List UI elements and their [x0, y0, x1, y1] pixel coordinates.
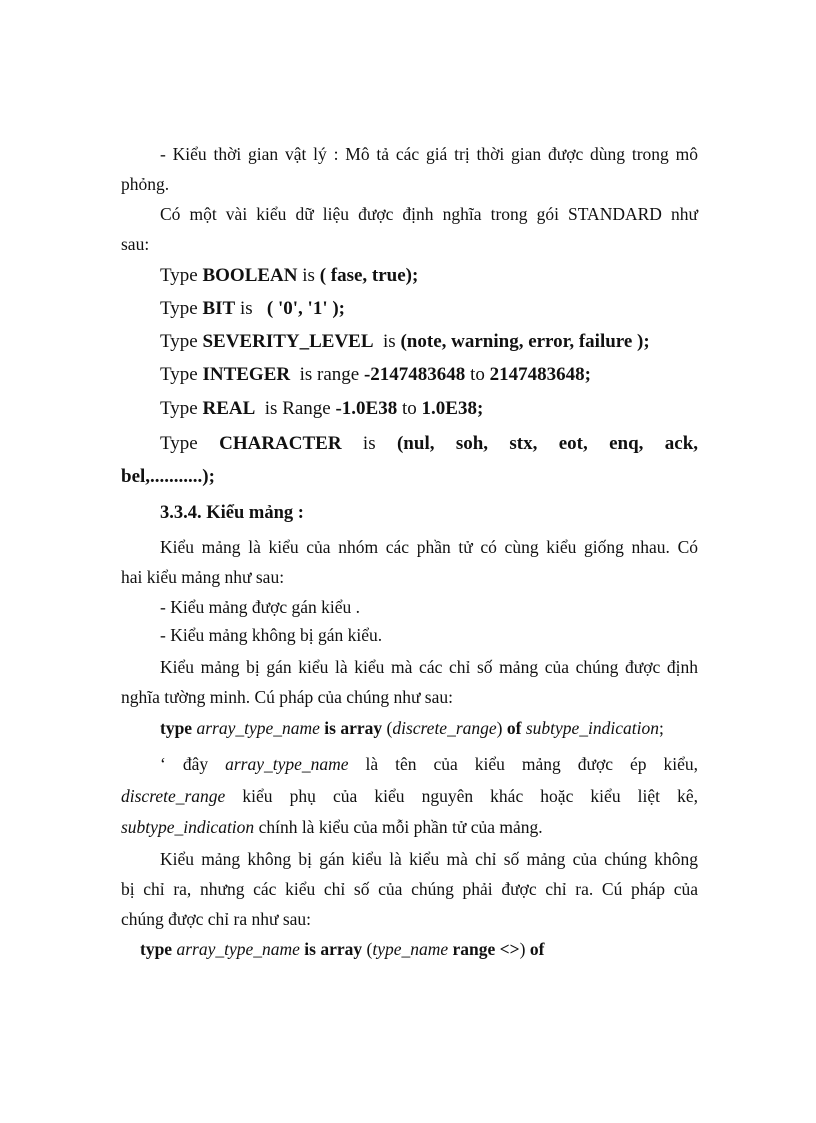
discrete-range: discrete_range: [392, 718, 497, 738]
standard-intro-line-2: sau:: [121, 234, 150, 254]
subtype-indication: subtype_indication: [525, 718, 659, 738]
explain-line-3: [121, 815, 698, 839]
kw-is: is: [362, 433, 376, 454]
array-type-name: array_type_name: [176, 939, 300, 959]
explain-line-2: [121, 784, 698, 808]
kw-of: of: [529, 939, 545, 959]
real-low: -1.0E38: [335, 398, 398, 419]
unconstrained-line-1: Kiểu mảng không bị gán kiểu là kiểu mà chỉ số mảng của chúng không: [160, 849, 698, 869]
severity-type-name: SEVERITY_LEVEL: [202, 331, 374, 352]
constrained-line-2: nghĩa tường minh. Cú pháp của chúng như sau:: [121, 687, 453, 707]
severity-values: (note, warning, error, failure );: [400, 331, 650, 352]
explain-text-1: là tên của kiểu mảng được ép kiểu,: [365, 754, 698, 774]
character-type-decl-line-1: [160, 432, 698, 456]
explain-line-1: [160, 752, 698, 776]
standard-intro-line-1: Có một vài kiểu dữ liệu được định nghĩa trong gói STANDARD như: [160, 204, 698, 224]
discrete-range: discrete_range: [121, 786, 226, 806]
real-type-name: REAL: [202, 398, 256, 419]
explain-text-2: kiểu phụ của kiểu nguyên khác hoặc kiểu liệt kê,: [242, 786, 698, 806]
type-name: type_name: [372, 939, 449, 959]
boolean-type-decl: [160, 264, 698, 288]
kw-is-range: is range: [299, 364, 360, 385]
kw-is: is: [302, 265, 315, 286]
kw-range: range <>: [452, 939, 520, 959]
kw-type: type: [160, 718, 193, 738]
kw-type: Type: [160, 265, 198, 286]
kw-is-array: is array: [304, 939, 363, 959]
subtype-indication: subtype_indication: [121, 817, 255, 837]
unconstrained-line-2: bị chỉ ra, nhưng các kiểu chỉ số của chúng phải được chỉ ra. Cú pháp của: [121, 879, 698, 899]
real-type-decl: [160, 397, 698, 421]
integer-type-name: INTEGER: [202, 364, 291, 385]
open-paren: (: [386, 718, 393, 738]
bit-values: ( '0', '1' );: [266, 298, 346, 319]
kw-type: Type: [160, 364, 198, 385]
unconstrained-line-3: chúng được chỉ ra như sau:: [121, 909, 312, 929]
character-values-1: (nul, soh, stx, eot, enq, ack,: [396, 433, 699, 454]
array-intro-line-1: Kiểu mảng là kiểu của nhóm các phần tử có cùng kiểu giống nhau. Có: [160, 537, 698, 557]
constrained-line-1: Kiểu mảng bị gán kiểu là kiểu mà các chỉ số mảng của chúng được định: [160, 657, 698, 677]
kw-type: Type: [160, 298, 198, 319]
kw-type: Type: [160, 331, 198, 352]
kw-type: Type: [160, 398, 198, 419]
close-paren: ): [496, 718, 503, 738]
kw-type: type: [140, 939, 173, 959]
explain-text-3: chính là kiểu của mỗi phần tử của mảng.: [258, 817, 543, 837]
bit-type-name: BIT: [202, 298, 236, 319]
character-values-2: bel,...........);: [121, 466, 215, 487]
kw-is-array: is array: [324, 718, 383, 738]
unconstrained-syntax: [140, 937, 717, 961]
close-paren: ): [519, 939, 526, 959]
semicolon: ;: [659, 718, 664, 738]
integer-low: -2147483648: [363, 364, 466, 385]
kw-to: to: [401, 398, 417, 419]
character-type-decl-line-2: [121, 465, 698, 489]
kw-is: is: [383, 331, 396, 352]
character-type-name: CHARACTER: [219, 433, 342, 454]
bullet-unconstrained: - Kiểu mảng không bị gán kiểu.: [160, 625, 383, 645]
boolean-type-name: BOOLEAN: [202, 265, 298, 286]
integer-high: 2147483648;: [489, 364, 591, 385]
kw-is-range: is Range: [264, 398, 331, 419]
quote-mark: ‘: [160, 754, 166, 774]
boolean-values: ( fase, true);: [319, 265, 419, 286]
explain-day: đây: [182, 754, 209, 774]
bullet-constrained: - Kiểu mảng được gán kiểu .: [160, 597, 361, 617]
array-type-name: array_type_name: [196, 718, 320, 738]
real-high: 1.0E38;: [421, 398, 484, 419]
physical-time-line-1: - Kiểu thời gian vật lý : Mô tả các giá trị thời gian được dùng trong mô: [160, 144, 698, 164]
kw-of: of: [506, 718, 522, 738]
severity-type-decl: [160, 330, 698, 354]
kw-type: Type: [160, 433, 198, 454]
kw-is: is: [239, 298, 253, 319]
kw-to: to: [470, 364, 485, 385]
open-paren: (: [366, 939, 373, 959]
integer-type-decl: [160, 363, 698, 387]
bit-type-decl: [160, 297, 698, 321]
section-heading: 3.3.4. Kiểu mảng :: [160, 503, 304, 523]
physical-time-line-2: phỏng.: [121, 174, 170, 194]
array-intro-line-2: hai kiểu mảng như sau:: [121, 567, 285, 587]
constrained-syntax: [160, 716, 698, 740]
array-type-name: array_type_name: [225, 754, 349, 774]
